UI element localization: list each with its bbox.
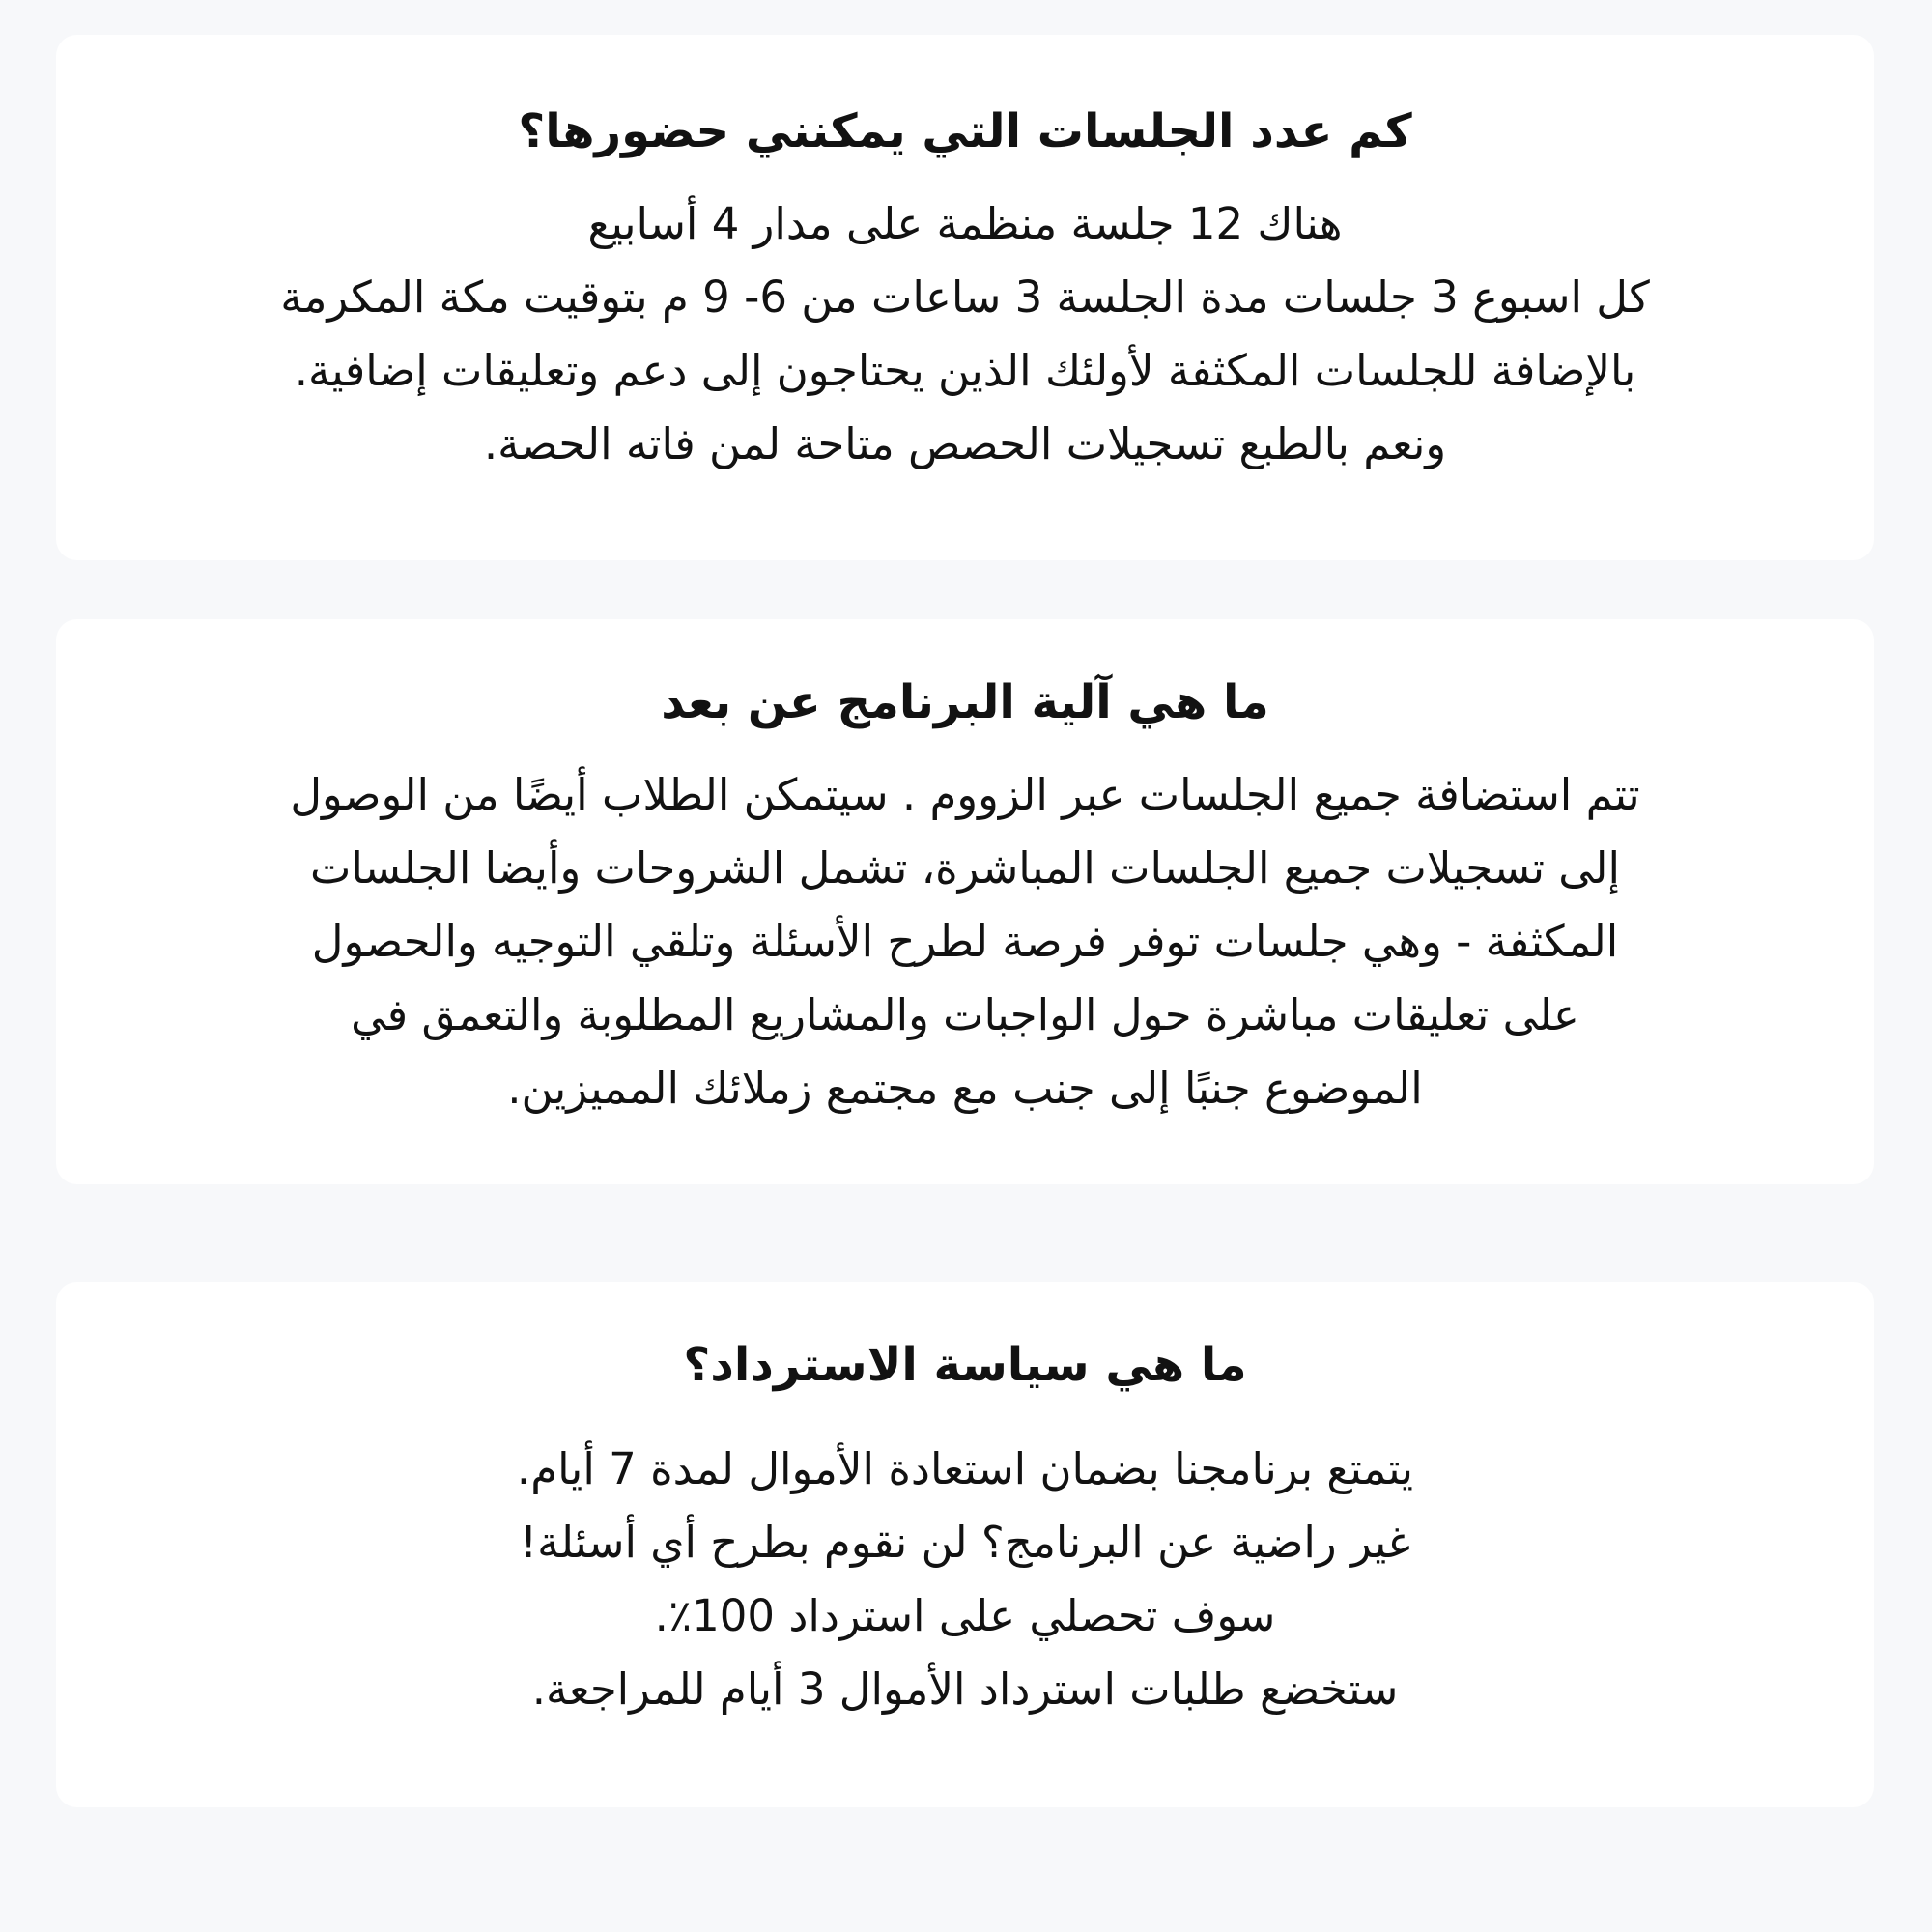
faq-card-sessions (56, 35, 1874, 560)
faq-card-refund-policy (56, 1282, 1874, 1807)
answer-line: على تعليقات مباشرة حول الواجبات والمشاريع المطلوبة والتعمق في (351, 989, 1579, 1040)
faq-answer (56, 731, 1874, 1125)
answer-line: هناك 12 جلسة منظمة على مدار 4 أسابيع (587, 198, 1343, 249)
answer-line: ستخضع طلبات استرداد الأموال 3 أيام للمراجعة. (531, 1663, 1399, 1715)
faq-answer (56, 1394, 1874, 1726)
faq-card-remote-program (56, 619, 1874, 1184)
answer-line: بالإضافة للجلسات المكثفة لأولئك الذين يحتاجون إلى دعم وتعليقات إضافية. (294, 345, 1636, 396)
answer-line: غير راضية عن البرنامج؟ لن نقوم بطرح أي أسئلة! (520, 1517, 1410, 1568)
answer-line: تتم استضافة جميع الجلسات عبر الزووم . سيتمكن الطلاب أيضًا من الوصول (290, 769, 1640, 820)
answer-line: سوف تحصلي على استرداد 100٪. (654, 1590, 1276, 1641)
answer-line: المكثفة - وهي جلسات توفر فرصة لطرح الأسئلة وتلقي التوجيه والحصول (311, 916, 1619, 967)
answer-line: ونعم بالطبع تسجيلات الحصص متاحة لمن فاته الحصة. (483, 418, 1447, 469)
answer-line: إلى تسجيلات جميع الجلسات المباشرة، تشمل الشروحات وأيضا الجلسات (310, 842, 1620, 894)
faq-question: ما هي سياسة الاسترداد؟ (683, 1338, 1247, 1392)
faq-question: كم عدد الجلسات التي يمكنني حضورها؟ (518, 104, 1412, 158)
answer-line: كل اسبوع 3 جلسات مدة الجلسة 3 ساعات من 6- 9 م بتوقيت مكة المكرمة (280, 271, 1650, 323)
answer-line: يتمتع برنامجنا بضمان استعادة الأموال لمدة 7 أيام. (516, 1443, 1414, 1494)
faq-question: ما هي آلية البرنامج عن بعد (661, 675, 1269, 729)
faq-answer (56, 160, 1874, 481)
answer-line: الموضوع جنبًا إلى جنب مع مجتمع زملائك المميزين. (507, 1063, 1423, 1114)
